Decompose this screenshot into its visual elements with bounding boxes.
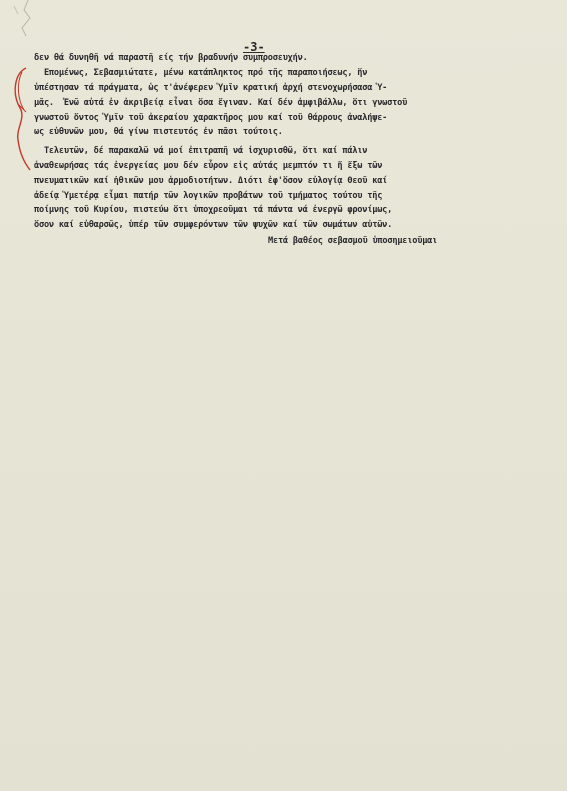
text-line-12: ὅσον καί εὐθαρσῶς, ὑπέρ τῶν συμφερόντων τῶν ψυχῶν καί τῶν σωμάτων αὐτῶν. [34,220,393,230]
text-line-3: ὑπέστησαν τά πράγματα, ὡς τ'ἀνέφερεν Ὑμῖν κρατική ἀρχή στενοχωρήσασα Ὑ- [34,83,388,93]
text-line-7: Τελευτῶν, δέ παρακαλῶ νά μοί ἐπιτραπῆ νά ἰσχυρισθῶ, ὅτι καί πάλιν [34,146,368,156]
text-line-2: Επομένως, Σεβασμιώτατε, μένω κατάπληκτος πρό τῆς παραποιήσεως, ἥν [34,68,368,78]
page-number: -3- [243,40,265,54]
text-line-8: ἀναθεωρήσας τάς ἐνεργείας μου δέν εὗρον εἰς αὐτάς μεμπτόν τι ἤ ἔξω τῶν [34,161,383,171]
text-line-11: ποίμνης τοῦ Κυρίου, πιστεύω ὅτι ὑποχρεοῦμαι τά πάντα νά ἐνεργῶ φρονίμως, [34,205,393,215]
closing-salutation: Μετά βαθέος σεβασμοῦ ὑποσημειοῦμαι [268,236,438,246]
text-line-1: δεν θά δυνηθῆ νά παραστῆ είς τήν βραδυνήν συμπροσευχήν. [34,53,308,63]
paper-tear-mark [0,0,40,60]
red-margin-mark [6,64,32,174]
text-line-5: γνωστοῦ ὄντος Ὑμῖν τοῦ ἀκεραίου χαρακτῆρος μου καί τοῦ θάρρους ἀναλήψε- [34,113,388,123]
text-line-9: πνευματικῶν καί ἠθικῶν μου ἁρμοδιοτήτων. Διότι ἐφ'ὅσον εὐλογίᾳ Θεοῦ καί [34,176,388,186]
text-line-10: ἀδείᾳ Ὑμετέρᾳ εἶμαι πατήρ τῶν λογικῶν προβάτων τοῦ τμήματος τούτου τῆς [34,191,383,201]
text-line-6: ως εὐθυνῶν μου, θά γίνω πιστευτός ἐν πᾶσι τούτοις. [34,127,283,137]
text-line-4: μᾶς. Ἐνῶ αὐτά ἐν ἀκριβείᾳ εἶναι ὅσα ἔγιναν. Καί δέν ἀμφιβάλλω, ὅτι γνωστοῦ [34,98,408,108]
